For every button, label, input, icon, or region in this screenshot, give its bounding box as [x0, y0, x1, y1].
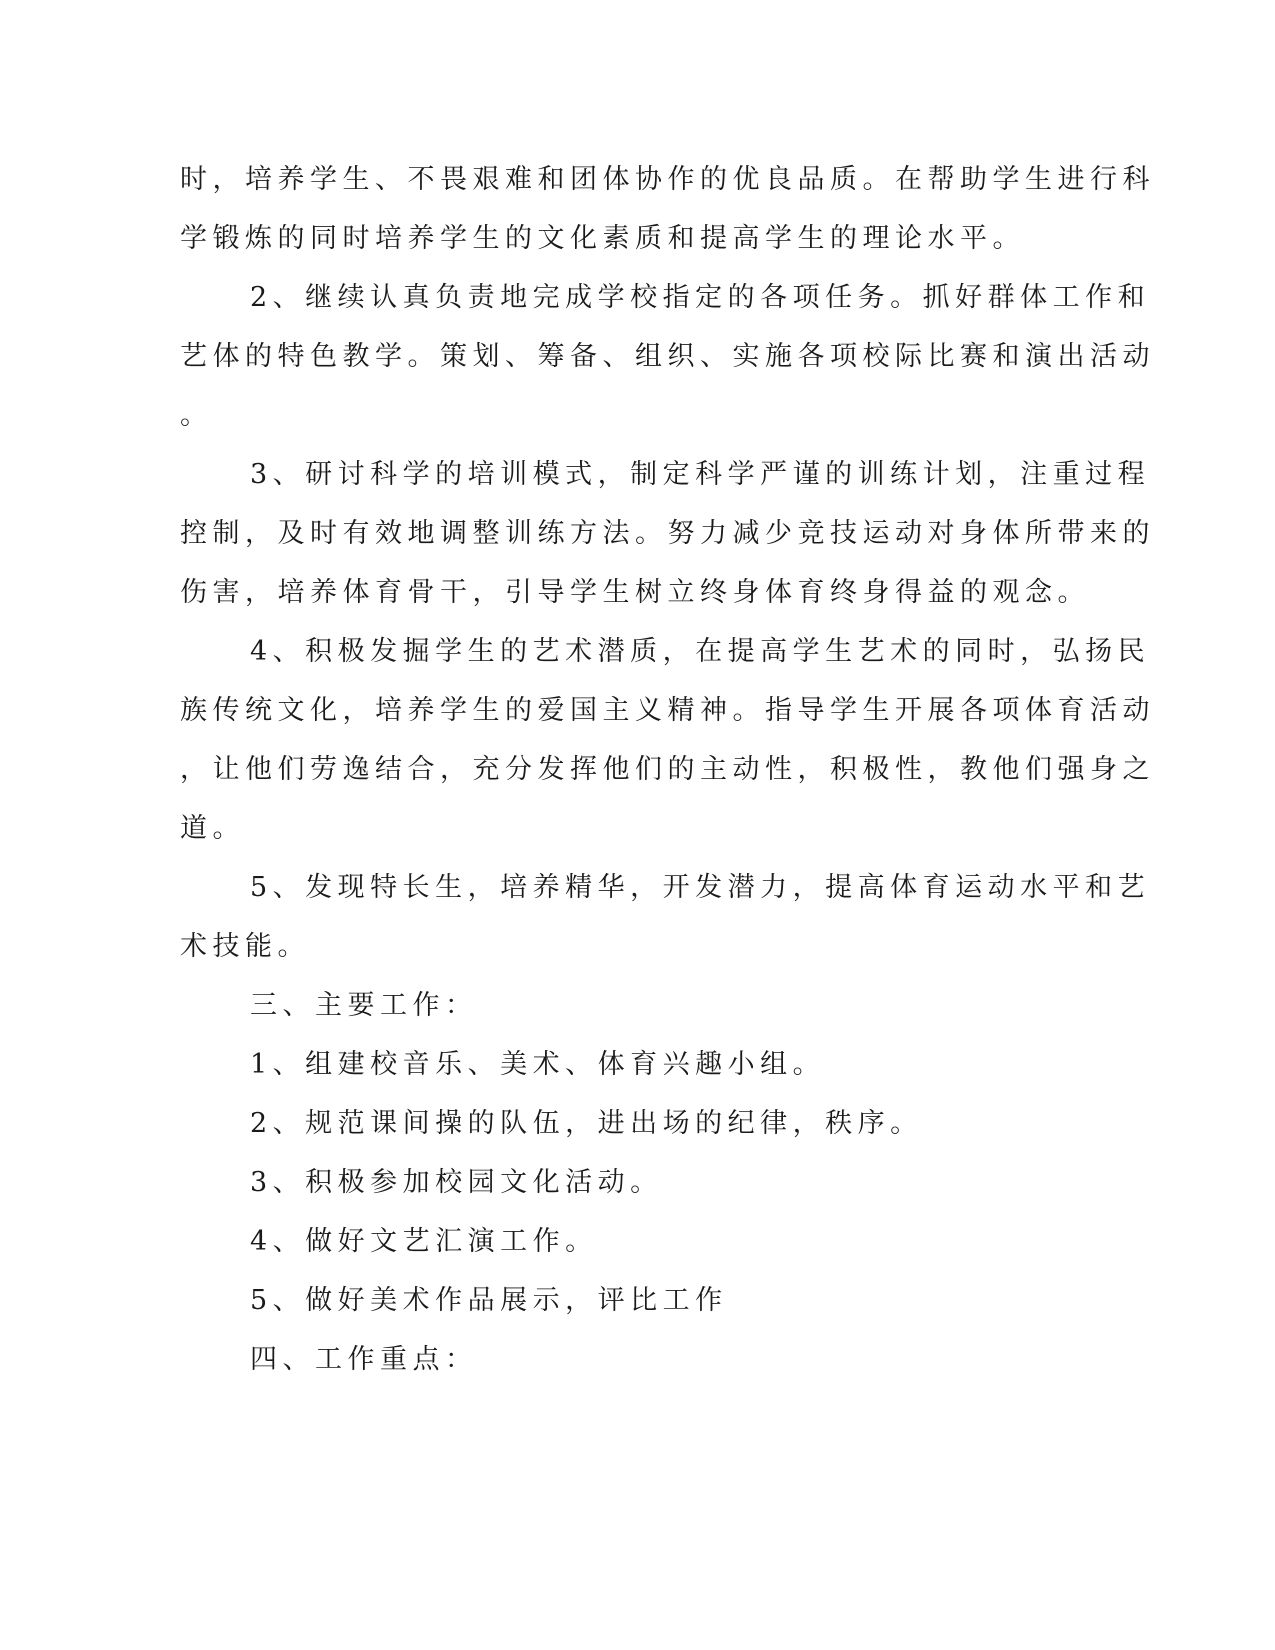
text-line: 伤害，培养体育骨干，引导学生树立终身体育终身得益的观念。	[180, 577, 1090, 608]
list-item: 2、规范课间操的队伍，进出场的纪律，秩序。	[250, 1108, 923, 1139]
text-line: 2、继续认真负责地完成学校指定的各项任务。抓好群体工作和	[250, 282, 1151, 313]
section-heading: 四、工作重点：	[250, 1344, 478, 1375]
list-item: 4、做好文艺汇演工作。	[250, 1226, 598, 1257]
section-heading: 三、主要工作：	[250, 990, 478, 1021]
text-line: 族传统文化，培养学生的爱国主义精神。指导学生开展各项体育活动	[180, 695, 1155, 726]
document-page	[180, 150, 1155, 1389]
list-item: 5、做好美术作品展示，评比工作	[250, 1285, 728, 1316]
text-line: ，让他们劳逸结合，充分发挥他们的主动性，积极性，教他们强身之	[180, 754, 1155, 785]
list-item: 3、积极参加校园文化活动。	[250, 1167, 663, 1198]
text-line: 艺体的特色教学。策划、筹备、组织、实施各项校际比赛和演出活动	[180, 341, 1155, 372]
text-line: 。	[180, 400, 213, 431]
text-line: 5、发现特长生，培养精华，开发潜力，提高体育运动水平和艺	[250, 872, 1151, 903]
text-line: 控制，及时有效地调整训练方法。努力减少竞技运动对身体所带来的	[180, 518, 1155, 549]
text-line: 4、积极发掘学生的艺术潜质，在提高学生艺术的同时，弘扬民	[250, 636, 1151, 667]
text-line: 时，培养学生、不畏艰难和团体协作的优良品质。在帮助学生进行科	[180, 164, 1155, 195]
list-item: 1、组建校音乐、美术、体育兴趣小组。	[250, 1049, 826, 1080]
text-line: 术技能。	[180, 931, 310, 962]
text-line: 道。	[180, 813, 245, 844]
text-line: 学锻炼的同时培养学生的文化素质和提高学生的理论水平。	[180, 223, 1025, 254]
text-line: 3、研讨科学的培训模式，制定科学严谨的训练计划，注重过程	[250, 459, 1151, 490]
